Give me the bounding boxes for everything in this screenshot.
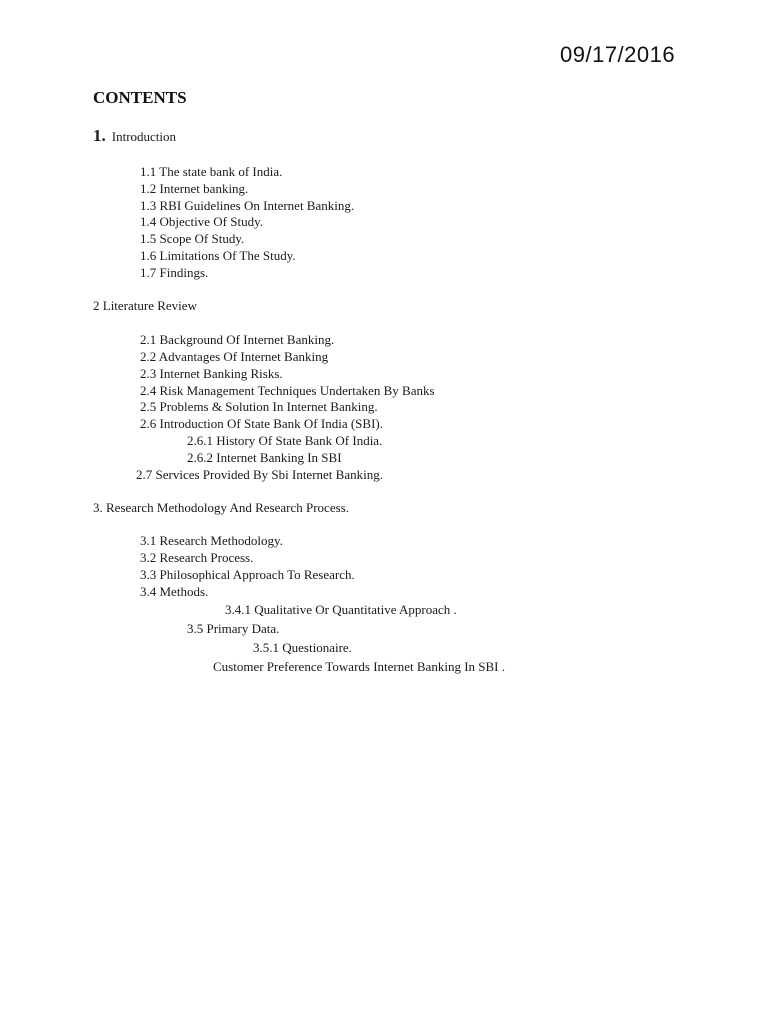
- toc-item-3-5-1: 3.5.1 Questionaire.: [253, 640, 352, 655]
- toc-item-1-6: 1.6 Limitations Of The Study.: [140, 248, 296, 263]
- toc-item-3-3: 3.3 Philosophical Approach To Research.: [140, 567, 355, 582]
- toc-item-3-4-1: 3.4.1 Qualitative Or Quantitative Approach .: [225, 602, 457, 617]
- section-1-title: Introduction: [111, 129, 177, 144]
- toc-item-2-3: 2.3 Internet Banking Risks.: [140, 366, 283, 381]
- toc-item-1-1: 1.1 The state bank of India.: [140, 164, 283, 179]
- toc-item-1-3: 1.3 RBI Guidelines On Internet Banking.: [140, 198, 355, 213]
- contents-heading: CONTENTS: [93, 88, 187, 107]
- toc-item-2-1: 2.1 Background Of Internet Banking.: [140, 332, 335, 347]
- toc-item-customer-preference: Customer Preference Towards Internet Banking In SBI .: [213, 659, 505, 674]
- toc-item-2-6-2: 2.6.2 Internet Banking In SBI: [187, 450, 342, 465]
- toc-item-2-6: 2.6 Introduction Of State Bank Of India (SBI).: [140, 416, 383, 431]
- toc-item-2-4: 2.4 Risk Management Techniques Undertaken By Banks: [140, 383, 435, 398]
- toc-item-3-2: 3.2 Research Process.: [140, 550, 254, 565]
- toc-item-3-4: 3.4 Methods.: [140, 584, 209, 599]
- toc-item-1-5: 1.5 Scope Of Study.: [140, 231, 245, 246]
- toc-item-2-6-1: 2.6.1 History Of State Bank Of India.: [187, 433, 383, 448]
- toc-item-1-7: 1.7 Findings.: [140, 265, 209, 280]
- section-2-title: 2 Literature Review: [93, 298, 197, 313]
- section-3-title: 3. Research Methodology And Research Process.: [93, 500, 349, 515]
- toc-item-2-2: 2.2 Advantages Of Internet Banking: [140, 349, 329, 364]
- document-date: 09/17/2016: [560, 42, 676, 67]
- section-1-number: 1.: [93, 126, 106, 145]
- toc-item-1-4: 1.4 Objective Of Study.: [140, 214, 263, 229]
- toc-item-3-1: 3.1 Research Methodology.: [140, 533, 283, 548]
- toc-item-3-5: 3.5 Primary Data.: [187, 621, 280, 636]
- section-1-heading: [93, 128, 176, 145]
- toc-item-2-5: 2.5 Problems & Solution In Internet Banking.: [140, 399, 378, 414]
- toc-item-1-2: 1.2 Internet banking.: [140, 181, 249, 196]
- toc-item-2-7: 2.7 Services Provided By Sbi Internet Banking.: [136, 467, 383, 482]
